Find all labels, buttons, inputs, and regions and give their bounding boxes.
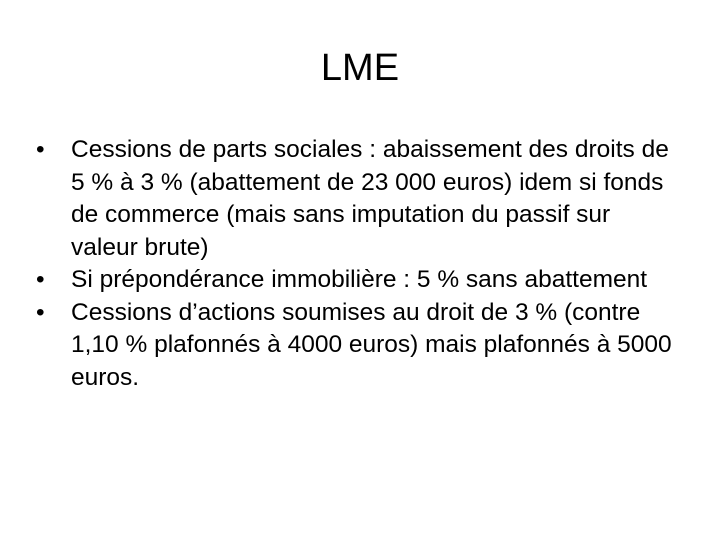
bullet-item [36, 134, 676, 264]
bullet-icon: • [36, 266, 45, 293]
slide-title: LME [320, 47, 400, 89]
bullet-item [36, 264, 676, 297]
bullet-item [36, 297, 676, 395]
bullet-icon: • [36, 136, 45, 163]
bullet-list [36, 134, 676, 394]
bullet-icon: • [36, 298, 45, 326]
bullet-text: Si prépondérance immobilière : 5 % sans abattement [71, 266, 648, 293]
bullet-text: Cessions d’actions soumises au droit de 3 % (contre 1,10 % plafonnés à 4000 euros) mais plafonnés à 5000 euros. [71, 298, 672, 391]
bullet-text: Cessions de parts sociales : abaissement des droits de 5 % à 3 % (abattement de 23 000 euros) idem si fonds de commerce (mais sans imputation du passif sur valeur brute) [71, 136, 669, 261]
